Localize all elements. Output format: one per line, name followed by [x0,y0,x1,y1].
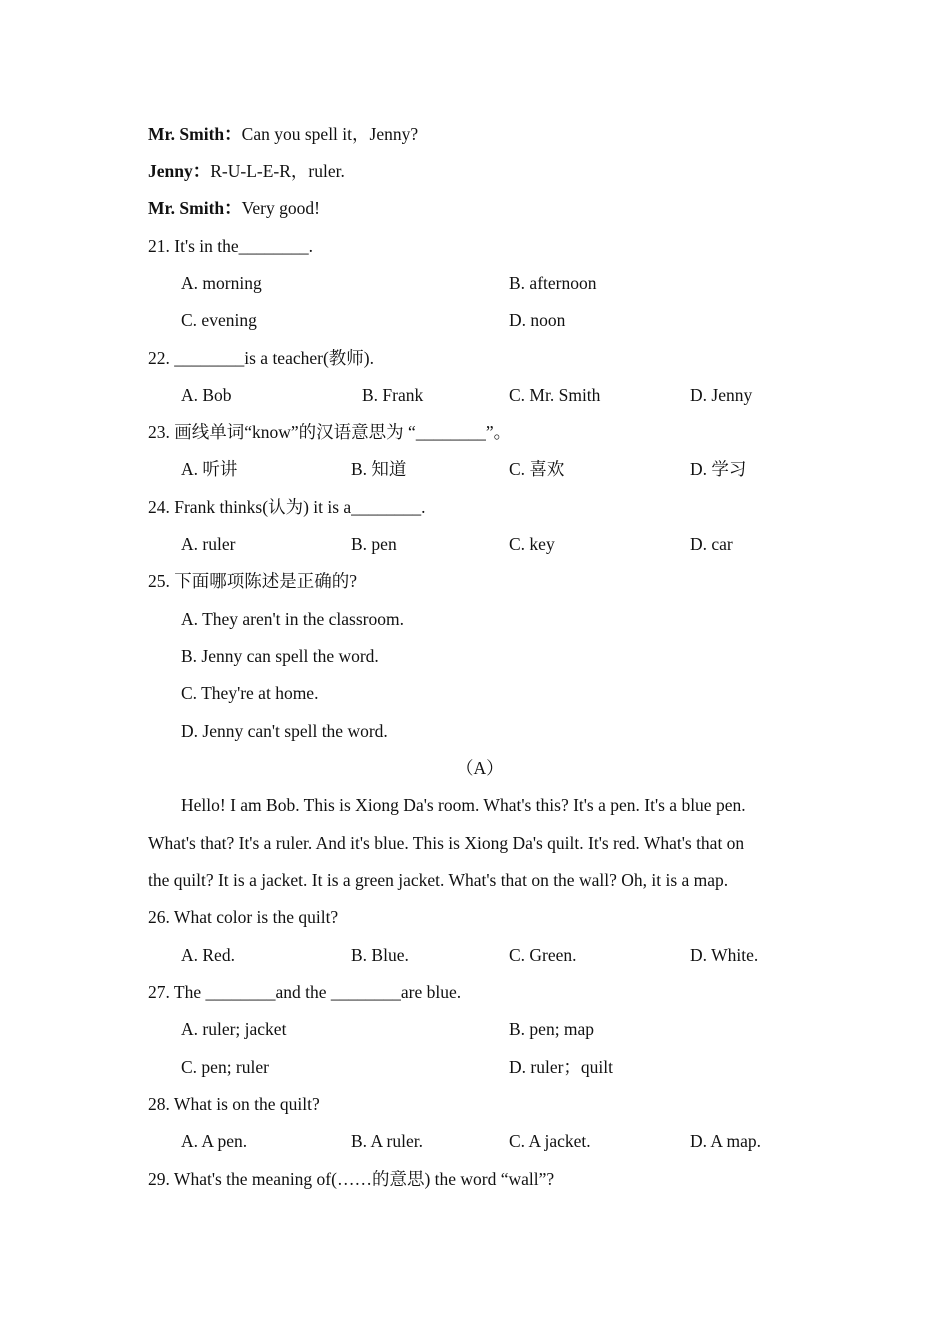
q25-option-b: B. Jenny can spell the word. [181,646,379,666]
q26-option-d: D. White. [690,945,759,965]
dialogue-line-1 [148,126,418,144]
question-28-stem: 28. What is on the quilt? [148,1094,320,1114]
q23-option-b: B. 知道 [351,459,407,479]
q24-option-a: A. ruler [181,534,236,554]
question-29-stem: 29. What's the meaning of(……的意思) the word “wall”? [148,1169,555,1189]
q28-option-c: C. A jacket. [509,1131,591,1151]
q27-option-b: B. pen; map [509,1019,595,1039]
q23-option-d: D. 学习 [690,459,747,479]
q22-option-b: B. Frank [362,385,424,405]
dialogue-text: Very good! [241,198,320,218]
q25-option-c: C. They're at home. [181,683,319,703]
question-23-stem: 23. 画线单词“know”的汉语意思为 “________”。 [148,422,512,442]
question-25-stem: 25. 下面哪项陈述是正确的? [148,571,358,591]
q26-option-b: B. Blue. [351,945,409,965]
q24-option-c: C. key [509,534,555,554]
q26-option-a: A. Red. [181,945,235,965]
speaker: Jenny： [148,161,211,181]
speaker: Mr. Smith： [148,124,242,144]
q23-option-c: C. 喜欢 [509,459,565,479]
q25-option-d: D. Jenny can't spell the word. [181,721,388,741]
question-22-stem: 22. ________is a teacher(教师). [148,348,374,368]
q25-option-a: A. They aren't in the classroom. [181,609,404,629]
q22-option-c: C. Mr. Smith [509,385,601,405]
q21-option-a: A. morning [181,273,262,293]
q21-option-d: D. noon [509,310,566,330]
passage-line-1: Hello! I am Bob. This is Xiong Da's room. What's this? It's a pen. It's a blue pen. [181,795,746,815]
q28-option-a: A. A pen. [181,1131,248,1151]
q28-option-d: D. A map. [690,1131,761,1151]
dialogue-text: Can you spell it，Jenny? [241,124,419,144]
question-24-stem: 24. Frank thinks(认为) it is a________. [148,497,426,517]
q26-option-c: C. Green. [509,945,577,965]
q24-option-b: B. pen [351,534,397,554]
dialogue-line-3 [148,200,320,218]
question-21-stem: 21. It's in the________. [148,236,314,256]
speaker: Mr. Smith： [148,198,242,218]
q23-option-a: A. 听讲 [181,459,238,479]
passage-line-3: the quilt? It is a jacket. It is a green jacket. What's that on the wall? Oh, it is a map. [148,870,729,890]
q24-option-d: D. car [690,534,733,554]
passage-line-2: What's that? It's a ruler. And it's blue. This is Xiong Da's quilt. It's red. What's that on [148,833,745,853]
dialogue-text: R-U-L-E-R，ruler. [210,161,345,181]
q22-option-a: A. Bob [181,385,232,405]
q28-option-b: B. A ruler. [351,1131,423,1151]
dialogue-line-2 [148,163,345,181]
q27-option-a: A. ruler; jacket [181,1019,287,1039]
question-27-stem: 27. The ________and the ________are blue. [148,982,462,1002]
q21-option-b: B. afternoon [509,273,597,293]
q27-option-d: D. ruler；quilt [509,1057,614,1077]
q27-option-c: C. pen; ruler [181,1057,269,1077]
q22-option-d: D. Jenny [690,385,753,405]
question-26-stem: 26. What color is the quilt? [148,907,339,927]
section-heading: （A） [456,758,504,778]
q21-option-c: C. evening [181,310,257,330]
